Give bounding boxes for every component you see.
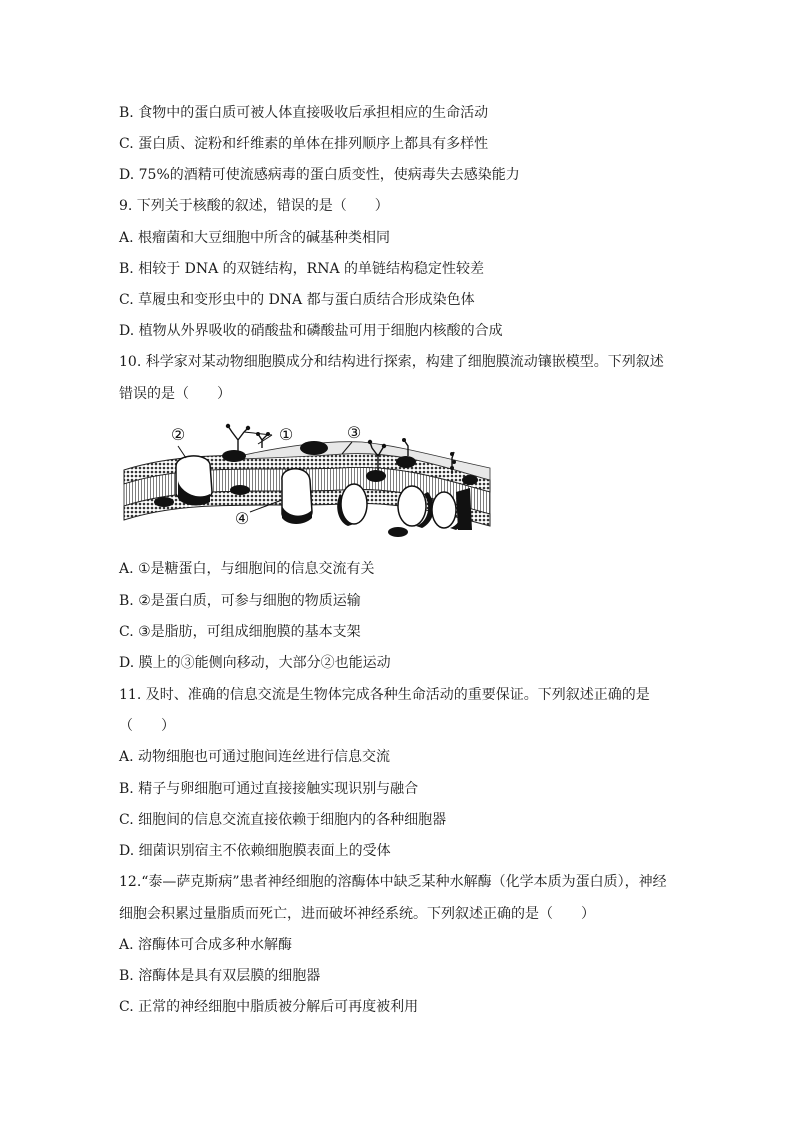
label-3-text: ③ <box>346 423 362 442</box>
q8-option-b: B. 食物中的蛋白质可被人体直接吸收后承担相应的生命活动 <box>119 105 489 121</box>
q12-option-b: B. 溶酶体是具有双层膜的细胞器 <box>119 968 321 984</box>
label-3 <box>347 423 361 442</box>
q10-stem-line2: 错误的是（ ） <box>119 386 231 402</box>
q9-option-a: A. 根瘤菌和大豆细胞中所含的碱基种类相同 <box>119 230 391 246</box>
q10-option-c: C. ③是脂肪，可组成细胞膜的基本支架 <box>119 624 361 640</box>
q12-option-c: C. 正常的神经细胞中脂质被分解后可再度被利用 <box>119 999 419 1015</box>
q11-option-d: D. 细菌识别宿主不依赖细胞膜表面上的受体 <box>119 843 391 859</box>
q8-option-c: C. 蛋白质、淀粉和纤维素的单体在排列顺序上都具有多样性 <box>119 136 489 152</box>
q9-option-b: B. 相较于 DNA 的双链结构，RNA 的单链结构稳定性较差 <box>119 261 485 277</box>
q11-option-b: B. 精子与卵细胞可通过直接接触实现识别与融合 <box>119 781 419 797</box>
label-2-text: ② <box>170 425 186 444</box>
label-1-text: ① <box>278 425 294 444</box>
label-4-text: ④ <box>234 509 250 528</box>
label-1 <box>279 425 293 444</box>
q10-option-d: D. 膜上的③能侧向移动，大部分②也能运动 <box>119 655 391 671</box>
q9-stem: 9. 下列关于核酸的叙述，错误的是（ ） <box>119 198 389 214</box>
q11-stem-line1: 11. 及时、准确的信息交流是生物体完成各种生命活动的重要保证。下列叙述正确的是 <box>119 687 650 703</box>
protein-2 <box>176 456 212 506</box>
q12-stem-line2: 细胞会积累过量脂质而死亡，进而破坏神经系统。下列叙述正确的是（ ） <box>119 906 595 922</box>
q11-stem-line2: （ ） <box>119 718 175 734</box>
membrane-diagram <box>122 418 492 542</box>
q12-stem-line1: 12.“泰—萨克斯病”患者神经细胞的溶酶体中缺乏某种水解酶（化学本质为蛋白质），神经 <box>119 874 667 890</box>
q10-option-a: A. ①是糖蛋白，与细胞间的信息交流有关 <box>119 561 375 577</box>
protein-right-4 <box>456 488 472 530</box>
protein-4 <box>282 469 312 524</box>
label-4 <box>235 509 249 528</box>
q10-stem-line1: 10. 科学家对某动物细胞膜成分和结构进行探索，构建了细胞膜流动镶嵌模型。下列叙述 <box>119 354 664 370</box>
membrane-model-figure <box>122 418 492 542</box>
q11-option-c: C. 细胞间的信息交流直接依赖于细胞内的各种细胞器 <box>119 812 447 828</box>
label-2 <box>171 425 185 444</box>
q9-option-c: C. 草履虫和变形虫中的 DNA 都与蛋白质结合形成染色体 <box>119 292 475 308</box>
q8-option-d: D. 75%的酒精可使流感病毒的蛋白质变性，使病毒失去感染能力 <box>119 167 520 183</box>
q12-option-a: A. 溶酶体可合成多种水解酶 <box>119 937 293 953</box>
q10-option-b: B. ②是蛋白质，可参与细胞的物质运输 <box>119 593 361 609</box>
q9-option-d: D. 植物从外界吸收的硝酸盐和磷酸盐可用于细胞内核酸的合成 <box>119 323 503 339</box>
q11-option-a: A. 动物细胞也可通过胞间连丝进行信息交流 <box>119 749 391 765</box>
